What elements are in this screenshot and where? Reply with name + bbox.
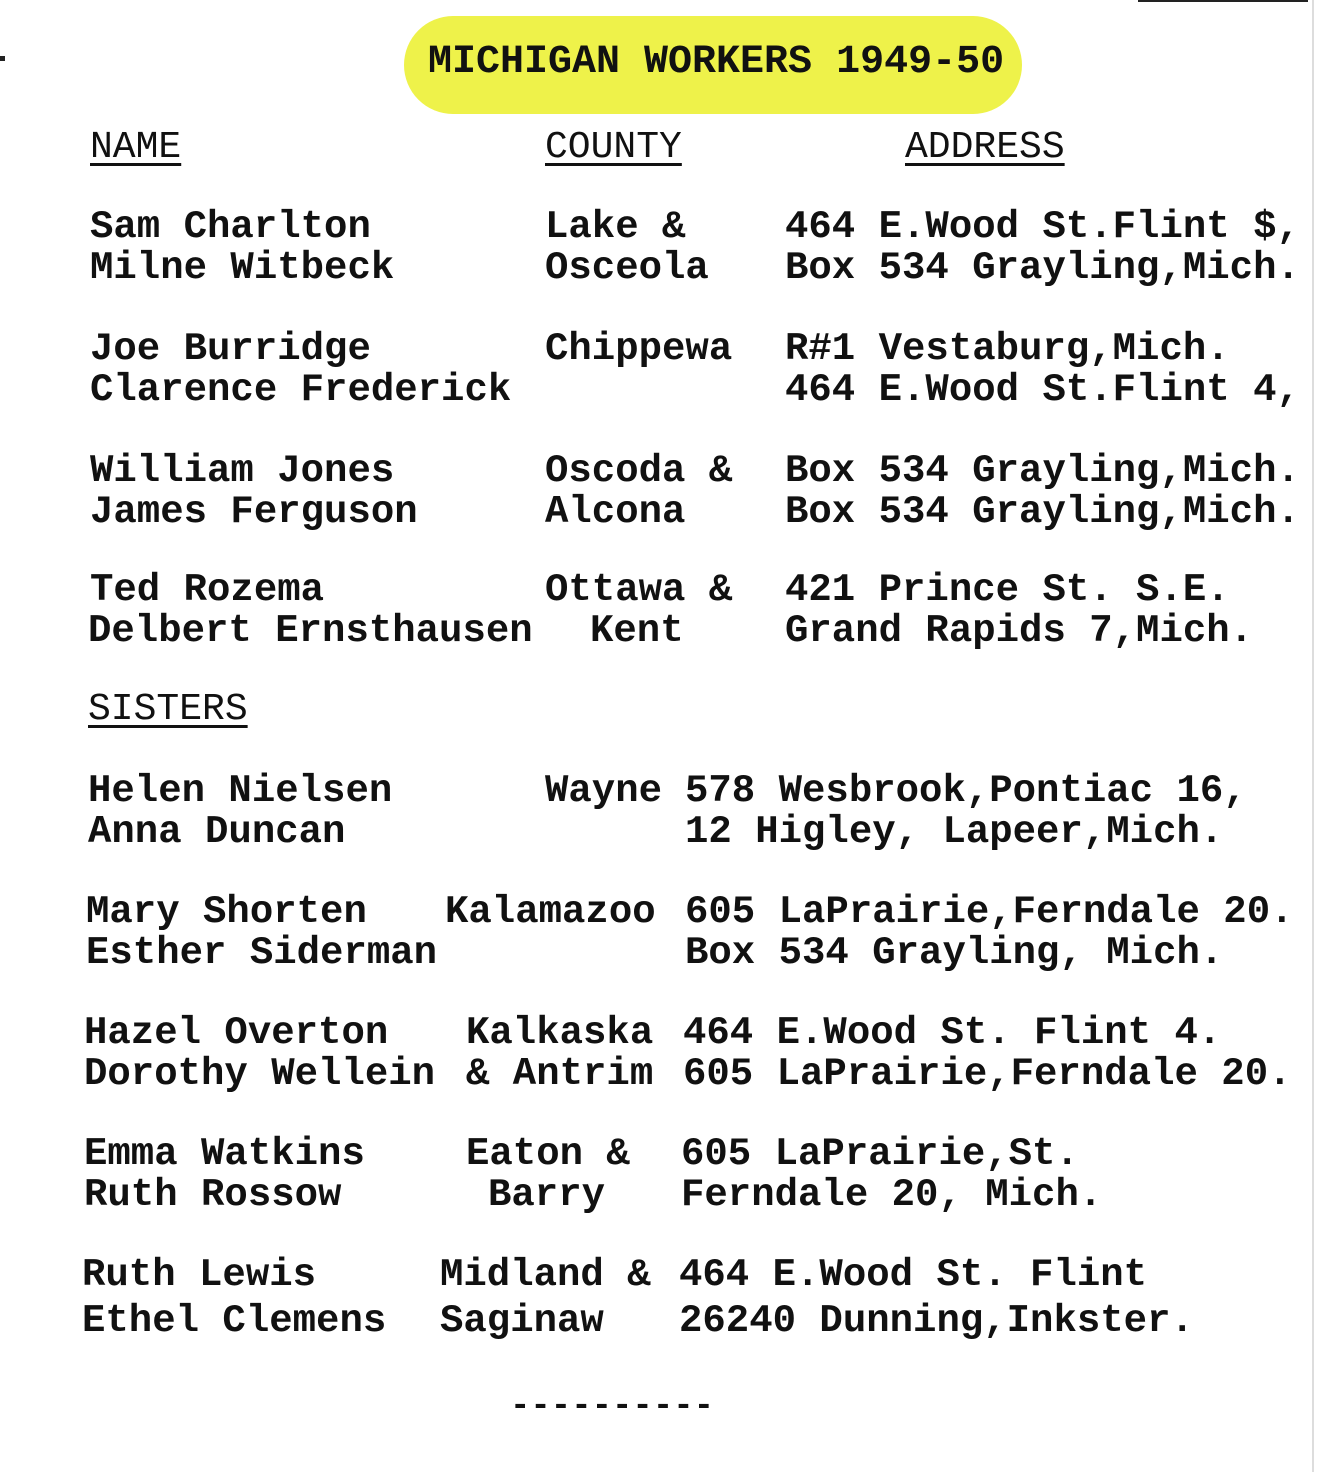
worker-address: 605 LaPrairie,Ferndale 20. <box>683 1052 1292 1096</box>
worker-name: Ruth Rossow <box>84 1173 342 1217</box>
worker-address: Box 534 Grayling,Mich. <box>785 246 1300 290</box>
worker-name: Ethel Clemens <box>82 1299 387 1343</box>
worker-name: Dorothy Wellein <box>84 1052 436 1096</box>
worker-name: Helen Nielsen <box>88 769 393 813</box>
worker-address: 605 LaPrairie,Ferndale 20. <box>685 890 1294 934</box>
closing-divider: ---------- <box>510 1388 715 1426</box>
worker-address: Grand Rapids 7,Mich. <box>785 609 1254 653</box>
worker-county: Alcona <box>545 490 686 534</box>
worker-address: 421 Prince St. S.E. <box>785 568 1230 612</box>
worker-address: 578 Wesbrook,Pontiac 16, <box>685 769 1247 813</box>
worker-county: Wayne <box>545 769 663 813</box>
worker-county: Kent <box>590 609 684 653</box>
worker-name: Sam Charlton <box>90 205 371 249</box>
header-name: NAME <box>90 126 182 169</box>
worker-name: Delbert Ernsthausen <box>88 609 533 653</box>
worker-county: & Antrim <box>466 1052 654 1096</box>
worker-address: Box 534 Grayling,Mich. <box>785 449 1300 493</box>
worker-name: James Ferguson <box>90 490 418 534</box>
worker-name: Anna Duncan <box>88 810 346 854</box>
worker-address: Box 534 Grayling,Mich. <box>785 490 1300 534</box>
worker-address: Box 534 Grayling, Mich. <box>685 931 1224 975</box>
scan-edge-line <box>1138 0 1308 2</box>
worker-county: Midland & <box>440 1253 651 1297</box>
worker-name: Emma Watkins <box>84 1132 365 1176</box>
worker-county: Oscoda & <box>545 449 733 493</box>
worker-name: Hazel Overton <box>84 1011 389 1055</box>
worker-name: Esther Siderman <box>86 931 438 975</box>
worker-address: 12 Higley, Lapeer,Mich. <box>685 810 1224 854</box>
worker-county: Kalkaska <box>466 1011 654 1055</box>
worker-county: Osceola <box>545 246 709 290</box>
worker-address: 464 E.Wood St.Flint $, <box>785 205 1300 249</box>
worker-name: William Jones <box>90 449 395 493</box>
worker-name: Clarence Frederick <box>90 368 512 412</box>
worker-name: Ruth Lewis <box>82 1253 317 1297</box>
worker-county: Saginaw <box>440 1299 604 1343</box>
header-address: ADDRESS <box>905 126 1065 169</box>
worker-address: R#1 Vestaburg,Mich. <box>785 327 1230 371</box>
worker-county: Chippewa <box>545 327 733 371</box>
worker-name: Joe Burridge <box>90 327 371 371</box>
page-title: MICHIGAN WORKERS 1949-50 <box>428 40 1005 85</box>
worker-county: Kalamazoo <box>445 890 656 934</box>
worker-address: 26240 Dunning,Inkster. <box>679 1299 1194 1343</box>
worker-county: Eaton & <box>466 1132 630 1176</box>
header-county: COUNTY <box>545 126 682 169</box>
worker-address: 605 LaPrairie,St. <box>681 1132 1079 1176</box>
page-edge <box>1312 0 1314 1472</box>
scan-mark <box>0 56 5 61</box>
worker-name: Milne Witbeck <box>90 246 395 290</box>
worker-address: 464 E.Wood St. Flint <box>679 1253 1148 1297</box>
worker-name: Mary Shorten <box>86 890 367 934</box>
worker-address: 464 E.Wood St. Flint 4. <box>683 1011 1222 1055</box>
worker-county: Barry <box>488 1173 606 1217</box>
worker-county: Lake & <box>545 205 686 249</box>
worker-address: Ferndale 20, Mich. <box>681 1173 1103 1217</box>
worker-name: Ted Rozema <box>90 568 325 612</box>
worker-county: Ottawa & <box>545 568 733 612</box>
header-sisters: SISTERS <box>88 688 248 731</box>
worker-address: 464 E.Wood St.Flint 4, <box>785 368 1300 412</box>
